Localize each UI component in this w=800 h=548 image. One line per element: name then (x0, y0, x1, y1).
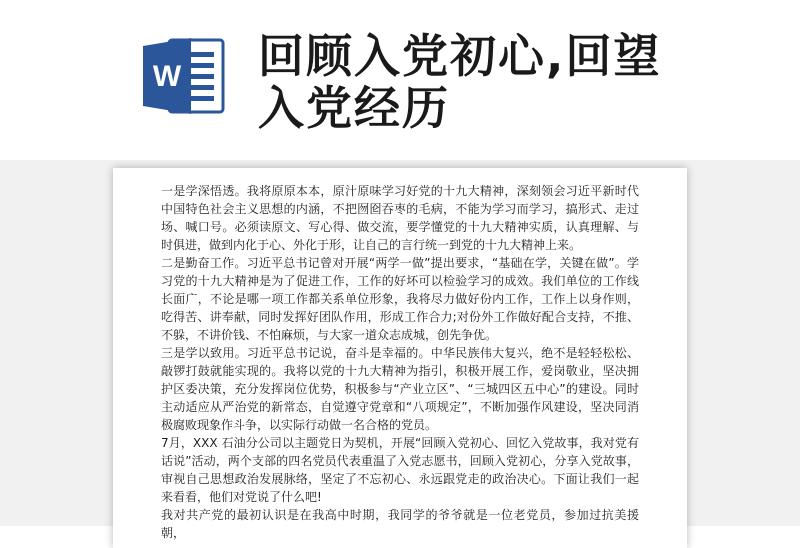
document-page (113, 168, 687, 548)
page-title (258, 30, 688, 134)
paragraph-4: 7月，XXX 石油分公司以主题党日为契机，开展“回顾入党初心、回忆入党故事，我对党有话说”活动，两个支部的四名党员代表重温了入党志愿书，回顾入党初心，分享入党故事，审视自己思想政治发展脉络，坚定了不忘初心、永远跟党走的政治决心。下面让我们一起来看看，他们对党说了什么吧! (161, 436, 639, 504)
word-document-icon (141, 34, 227, 118)
document-body (161, 182, 639, 542)
title-line-2: 入党经历 (258, 81, 450, 135)
word-icon-letter: W (152, 60, 182, 93)
paragraph-2: 二是勤奋工作。习近平总书记曾对开展“两学一做”提出要求，“基础在学，关键在做”。学习党的十九大精神是为了促进工作，工作的好坏可以检验学习的成效。我们单位的工作线长面广，不论是哪一项工作都关系单位形象，我将尽力做好份内工作，工作上以身作则，吃得苦、讲奉献，同时发挥好团队作用，形成工作合力;对份外工作做好配合支持，不推、不躲，不讲价钱、不怕麻烦，与大家一道众志成城，创先争优。 (161, 256, 639, 342)
title-line-1: 回顾入党初心,回望 (258, 29, 662, 83)
header (0, 0, 800, 160)
paragraph-3: 三是学以致用。习近平总书记说，奋斗是幸福的。中华民族伟大复兴，绝不是轻轻松松、敲锣打鼓就能实现的。我将以党的十九大精神为指引，积极开展工作，爱岗敬业，坚决拥护区委决策，充分发挥岗位优势，积极参与“产业立区”、“三城四区五中心”的建设。同时主动适应从严治党的新常态，自觉遵守党章和“八项规定”，不断加强作风建设，坚决同消极腐败现象作斗争，以实际行动做一名合格的党员。 (161, 346, 639, 432)
paragraph-1: 一是学深悟透。我将原原本本，原汁原味学习好党的十九大精神，深刻领会习近平新时代中国特色社会主义思想的内涵，不把囫囵吞枣的毛病，不能为学习而学习，搞形式、走过场、喊口号。必须读原文、写心得、做交流，要学懂党的十九大精神实质，认真理解、与时俱进，做到内化于心、外化于形，让自己的言行统一到党的十九大精神上来。 (161, 184, 639, 252)
paragraph-5: 我对共产党的最初认识是在我高中时期，我同学的爷爷就是一位老党员，参加过抗美援朝， (161, 508, 639, 540)
